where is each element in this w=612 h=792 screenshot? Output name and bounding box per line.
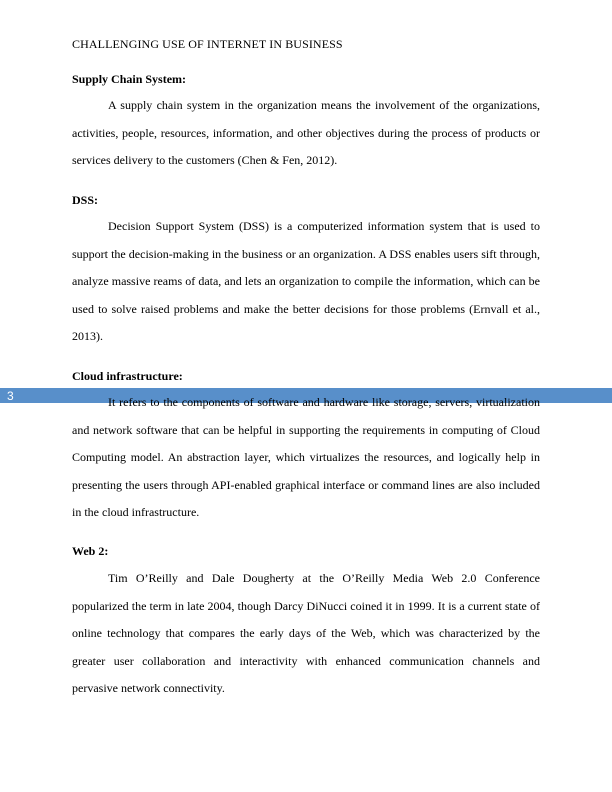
section-heading-web-2: Web 2: [72,544,109,558]
section-heading-supply-chain: Supply Chain System: [72,72,187,86]
paragraph-web-2: Tim O’Reilly and Dale Dougherty at the O’Reilly Media Web 2.0 Conference popularized the term in late 2004, though Darcy DiNucci coined it in 1999. It is a current state of online technology that compares the early days of the Web, which was characterized by the greater user collaboration and interactivity with enhanced communication channels and pervasive network connectivity. [72,571,540,696]
paragraph-supply-chain: A supply chain system in the organization means the involvement of the organizations, activities, people, resources, information, and other objectives during the process of products or services delivery to the customers (Chen & Fen, 2012). [72,98,540,168]
section-heading-cloud-infrastructure: Cloud infrastructure: [72,369,183,383]
page-number: 3 [7,389,14,403]
section-heading-dss: DSS: [72,193,99,207]
paragraph-cloud-infrastructure: It refers to the components of software and hardware like storage, servers, virtualization and network software that can be helpful in supporting the requirements in computing of Cloud Computing model. An abstraction layer, which virtualizes the resources, and logically help in presenting the users through API-enabled graphical interface or command lines are also included in the cloud infrastructure. [72,395,540,520]
paragraph-dss: Decision Support System (DSS) is a computerized information system that is used to support the decision-making in the business or an organization. A DSS enables users sift through, analyze massive reams of data, and lets an organization to compile the information, which can be used to solve raised problems and make the better decisions for those problems (Ernvall et al., 2013). [72,219,540,344]
running-head: CHALLENGING USE OF INTERNET IN BUSINESS [72,37,343,51]
